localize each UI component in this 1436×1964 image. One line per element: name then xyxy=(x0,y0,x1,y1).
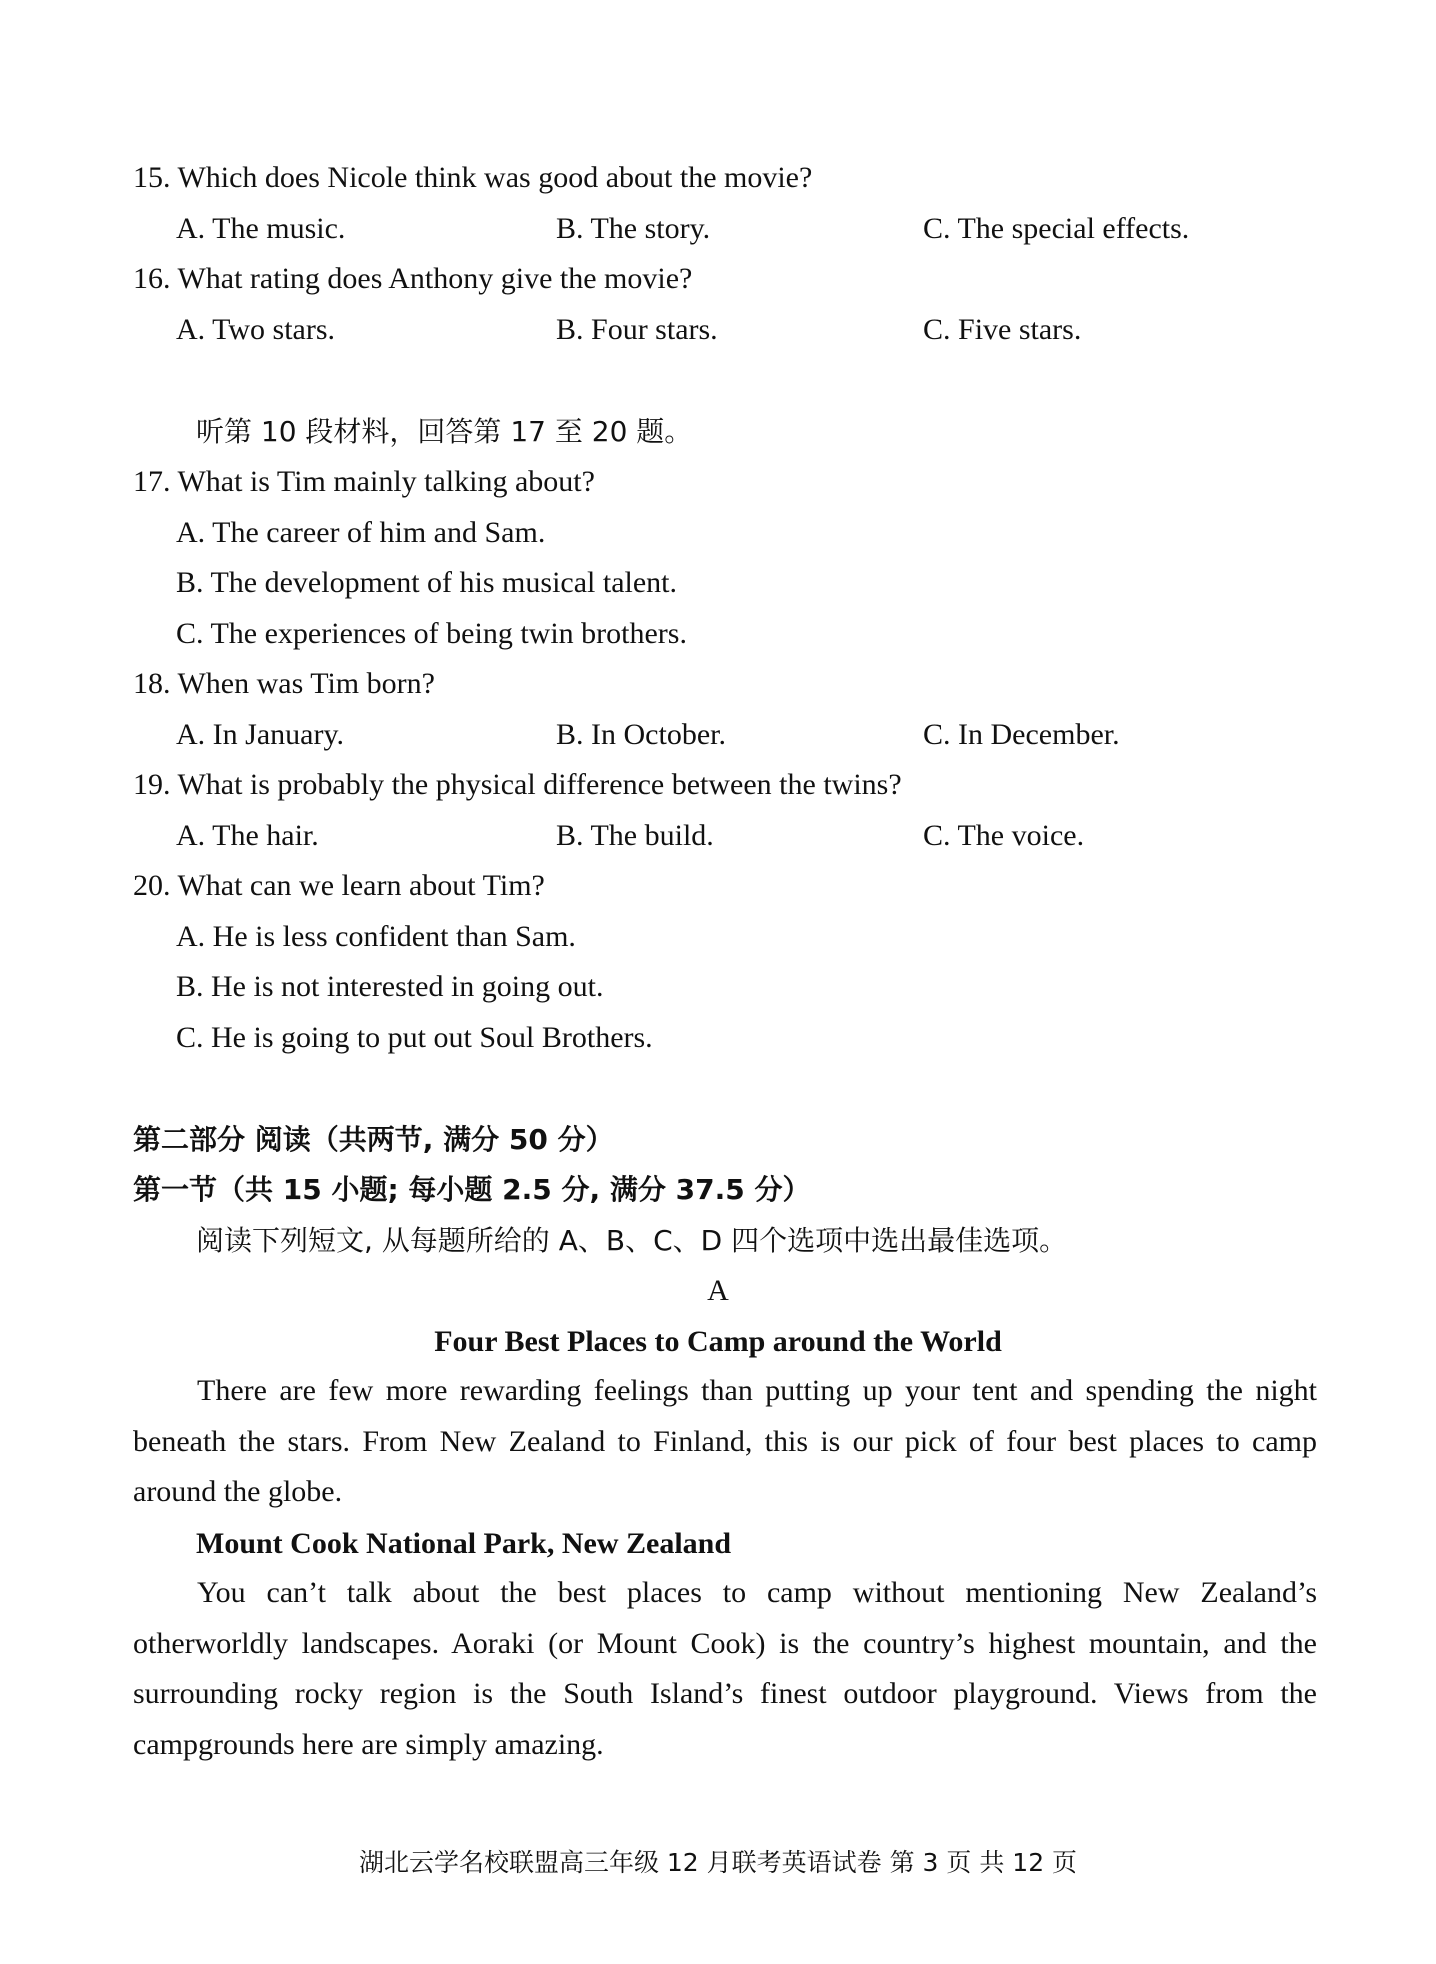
passage-intro: There are few more rewarding feelings than putting up your tent and spending the night beneath the stars. From New Zealand to Finland, this is our pick of four best places to camp around the globe. xyxy=(133,1374,1317,1509)
option-17-a: A. The career of him and Sam. xyxy=(176,516,546,549)
question-18: 18. When was Tim born? xyxy=(133,667,435,700)
option-16-a: A. Two stars. xyxy=(176,313,336,346)
passage-title: Four Best Places to Camp around the World xyxy=(434,1325,1002,1358)
option-19-b: B. The build. xyxy=(556,819,714,852)
option-15-a: A. The music. xyxy=(176,212,346,245)
option-15-c: C. The special effects. xyxy=(923,212,1190,245)
section-one-heading: 第一节（共 15 小题; 每小题 2.5 分, 满分 37.5 分） xyxy=(133,1173,811,1206)
question-19: 19. What is probably the physical difference between the twins? xyxy=(133,768,902,801)
option-20-c: C. He is going to put out Soul Brothers. xyxy=(176,1021,653,1054)
listening-instruction: 听第 10 段材料，回答第 17 至 20 题。 xyxy=(196,415,693,448)
option-20-a: A. He is less confident than Sam. xyxy=(176,920,576,953)
question-16: 16. What rating does Anthony give the movie? xyxy=(133,262,693,295)
option-16-c: C. Five stars. xyxy=(923,313,1082,346)
option-17-c: C. The experiences of being twin brothers. xyxy=(176,617,687,650)
option-18-a: A. In January. xyxy=(176,718,345,751)
option-18-b: B. In October. xyxy=(556,718,726,751)
passage-subheading: Mount Cook National Park, New Zealand xyxy=(196,1527,732,1560)
question-15: 15. Which does Nicole think was good about the movie? xyxy=(133,161,813,194)
option-15-b: B. The story. xyxy=(556,212,711,245)
question-17: 17. What is Tim mainly talking about? xyxy=(133,465,595,498)
option-17-b: B. The development of his musical talent. xyxy=(176,566,678,599)
passage-letter: A xyxy=(707,1274,729,1307)
reading-instruction: 阅读下列短文, 从每题所给的 A、B、C、D 四个选项中选出最佳选项。 xyxy=(196,1224,1068,1257)
passage-paragraph: You can’t talk about the best places to camp without mentioning New Zealand’s otherworldly landscapes. Aoraki (or Mount Cook) is the country’s highest mountain, and the surrounding rocky region is the South Island’s finest outdoor playground. Views from the campgrounds here are simply amazing. xyxy=(133,1576,1317,1761)
page-footer: 湖北云学名校联盟高三年级 12 月联考英语试卷 第 3 页 共 12 页 xyxy=(358,1848,1078,1877)
option-18-c: C. In December. xyxy=(923,718,1120,751)
part-two-heading: 第二部分 阅读（共两节, 满分 50 分） xyxy=(133,1123,614,1156)
option-19-c: C. The voice. xyxy=(923,819,1085,852)
option-16-b: B. Four stars. xyxy=(556,313,718,346)
option-20-b: B. He is not interested in going out. xyxy=(176,970,604,1003)
question-20: 20. What can we learn about Tim? xyxy=(133,869,545,902)
option-19-a: A. The hair. xyxy=(176,819,319,852)
